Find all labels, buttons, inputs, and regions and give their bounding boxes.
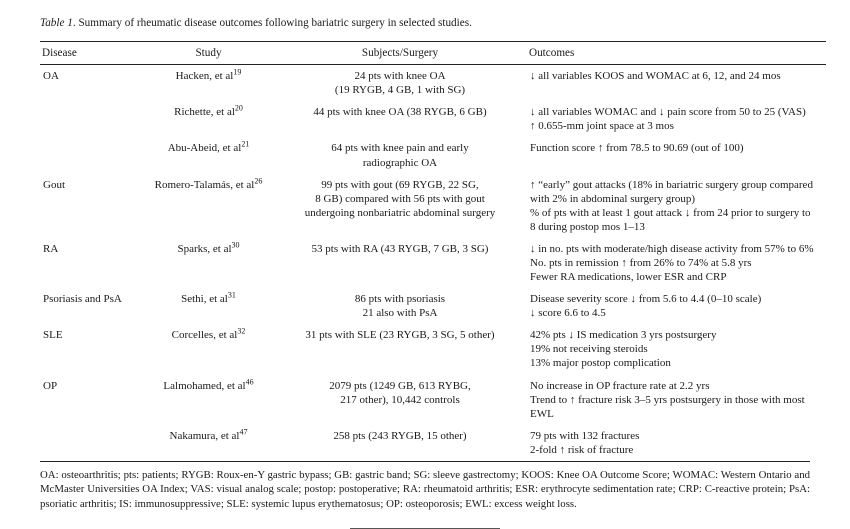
column-header-outcomes: Outcomes (529, 47, 575, 60)
subjects-line: 24 pts with knee OA (354, 70, 446, 83)
citation-superscript: 47 (239, 427, 248, 437)
cell-study (144, 324, 273, 374)
table-row (40, 101, 826, 137)
cell-subjects (273, 375, 527, 425)
cell-subjects (273, 425, 527, 461)
subjects-line: 21 also with PsA (362, 307, 438, 320)
cell-subjects (273, 174, 527, 238)
table-row (40, 288, 826, 324)
cell-subjects (273, 238, 527, 288)
outcomes-line: ↓ all variables KOOS and WOMAC at 6, 12, and 24 mos (530, 70, 781, 83)
cell-study (144, 238, 273, 288)
citation-superscript: 30 (231, 240, 240, 250)
citation-superscript: 19 (233, 67, 242, 77)
subjects-line: undergoing nonbariatric abdominal surgery (304, 206, 496, 219)
cell-outcomes (527, 288, 826, 324)
cell-disease: Gout (43, 178, 65, 191)
page-divider (350, 528, 500, 529)
cell-disease: SLE (43, 329, 63, 342)
subjects-line: 44 pts with knee OA (38 RYGB, 6 GB) (313, 106, 487, 119)
outcomes-line: 2-fold ↑ risk of fracture (530, 443, 634, 456)
results-table (40, 41, 826, 461)
outcomes-line: Trend to ↑ fracture risk 3–5 yrs postsurgery in those with most (530, 393, 805, 406)
cell-outcomes (527, 137, 826, 173)
outcomes-line: Fewer RA medications, lower ESR and CRP (530, 271, 727, 284)
subjects-line: 64 pts with knee pain and early (331, 142, 469, 155)
cell-disease: OA (43, 70, 59, 83)
cell-disease: OP (43, 379, 58, 392)
table-row (40, 425, 826, 461)
table-caption-label: Table 1 (40, 17, 73, 29)
table-caption (40, 16, 810, 31)
subjects-line: 258 pts (243 RYGB, 15 other) (333, 429, 467, 442)
study-name: Lalmohamed, et al (163, 379, 246, 392)
cell-outcomes (527, 65, 826, 102)
cell-study (144, 137, 273, 173)
subjects-line: 53 pts with RA (43 RYGB, 7 GB, 3 SG) (311, 242, 489, 255)
study-name: Sparks, et al (177, 242, 232, 255)
outcomes-line: 8 during postop mos 1–13 (530, 220, 645, 233)
cell-outcomes (527, 174, 826, 238)
outcomes-line: No increase in OP fracture rate at 2.2 yrs (530, 379, 710, 392)
citation-superscript: 32 (237, 326, 246, 336)
study-name: Hacken, et al (175, 70, 234, 83)
outcomes-line: No. pts in remission ↑ from 26% to 74% at 5.8 yrs (530, 256, 752, 269)
table-body (40, 65, 826, 461)
cell-study (144, 288, 273, 324)
table-row (40, 65, 826, 102)
cell-study (144, 425, 273, 461)
subjects-line: radiographic OA (362, 156, 438, 169)
subjects-line: 217 other), 10,442 controls (340, 393, 460, 406)
outcomes-line: EWL (530, 407, 554, 420)
cell-study (144, 375, 273, 425)
study-name: Nakamura, et al (169, 429, 240, 442)
cell-study (144, 101, 273, 137)
cell-disease: Psoriasis and PsA (43, 293, 122, 306)
table-row (40, 137, 826, 173)
table-row (40, 324, 826, 374)
outcomes-line: Function score ↑ from 78.5 to 90.69 (out of 100) (530, 142, 744, 155)
outcomes-line: 42% pts ↓ IS medication 3 yrs postsurgery (530, 329, 717, 342)
cell-outcomes (527, 425, 826, 461)
cell-outcomes (527, 101, 826, 137)
outcomes-line: ↓ all variables WOMAC and ↓ pain score from 50 to 25 (VAS) (530, 106, 806, 119)
table-row (40, 174, 826, 238)
citation-superscript: 46 (245, 376, 254, 386)
subjects-line: (19 RYGB, 4 GB, 1 with SG) (334, 84, 466, 97)
subjects-line: 2079 pts (1249 GB, 613 RYBG, (329, 379, 471, 392)
cell-subjects (273, 101, 527, 137)
citation-superscript: 31 (227, 290, 236, 300)
table-caption-text: . Summary of rheumatic disease outcomes following bariatric surgery in selected studies. (72, 17, 472, 29)
table-header-row (40, 42, 826, 65)
column-header-study: Study (195, 47, 222, 60)
cell-study (144, 174, 273, 238)
column-header-subjects: Subjects/Surgery (361, 47, 439, 60)
subjects-line: 31 pts with SLE (23 RYGB, 3 SG, 5 other) (305, 329, 495, 342)
study-name: Sethi, et al (181, 293, 228, 306)
outcomes-line: with 2% in abdominal surgery group) (530, 192, 696, 205)
cell-disease (40, 101, 144, 137)
cell-outcomes (527, 324, 826, 374)
citation-superscript: 21 (241, 139, 250, 149)
cell-outcomes (527, 238, 826, 288)
cell-disease: RA (43, 242, 59, 255)
outcomes-line: 13% major postop complication (530, 357, 671, 370)
outcomes-line: ↓ in no. pts with moderate/high disease activity from 57% to 6% (530, 242, 814, 255)
study-name: Abu-Abeid, et al (167, 142, 242, 155)
citation-superscript: 20 (234, 103, 243, 113)
cell-outcomes (527, 375, 826, 425)
outcomes-line: 79 pts with 132 fractures (530, 429, 640, 442)
outcomes-line: ↑ 0.655-mm joint space at 3 mos (530, 120, 674, 133)
subjects-line: 8 GB) compared with 56 pts with gout (315, 192, 485, 205)
outcomes-line: Disease severity score ↓ from 5.6 to 4.4 (0–10 scale) (530, 293, 762, 306)
table-row (40, 375, 826, 425)
outcomes-line: ↑ “early” gout attacks (18% in bariatric surgery group compared (530, 178, 813, 191)
table-footnote: OA: osteoarthritis; pts: patients; RYGB: Roux-en-Y gastric bypass; GB: gastric band; SG: sleeve gastrectomy; KOOS: Knee OA Outcome Score; WOMAC: Western Ontario and McMaster Universities OA Index; VAS: visual analog scale; postop: postoperative; RA: rheumatoid arthritis; ESR: erythrocyte sedimentation rate; CRP: C-reactive protein; PsA: psoriatic arthritis; IS: immunosuppressive; SLE: systemic lupus erythematosus; OP: osteoporosis; EWL: excess weight loss. (40, 468, 810, 511)
cell-subjects (273, 288, 527, 324)
cell-disease (40, 425, 144, 461)
study-name: Romero-Talamás, et al (154, 178, 255, 191)
table-row (40, 238, 826, 288)
study-name: Corcelles, et al (171, 329, 238, 342)
outcomes-line: % of pts with at least 1 gout attack ↓ from 24 prior to surgery to (530, 206, 811, 219)
column-header-disease: Disease (42, 47, 77, 60)
study-name: Richette, et al (174, 106, 235, 119)
cell-study (144, 65, 273, 102)
cell-subjects (273, 65, 527, 102)
subjects-line: 99 pts with gout (69 RYGB, 22 SG, (321, 178, 479, 191)
citation-superscript: 26 (254, 175, 263, 185)
outcomes-line: ↓ score 6.6 to 4.5 (530, 307, 606, 320)
cell-subjects (273, 324, 527, 374)
outcomes-line: 19% not receiving steroids (530, 343, 648, 356)
cell-disease (40, 137, 144, 173)
cell-subjects (273, 137, 527, 173)
table-header (40, 42, 826, 65)
subjects-line: 86 pts with psoriasis (354, 293, 446, 306)
